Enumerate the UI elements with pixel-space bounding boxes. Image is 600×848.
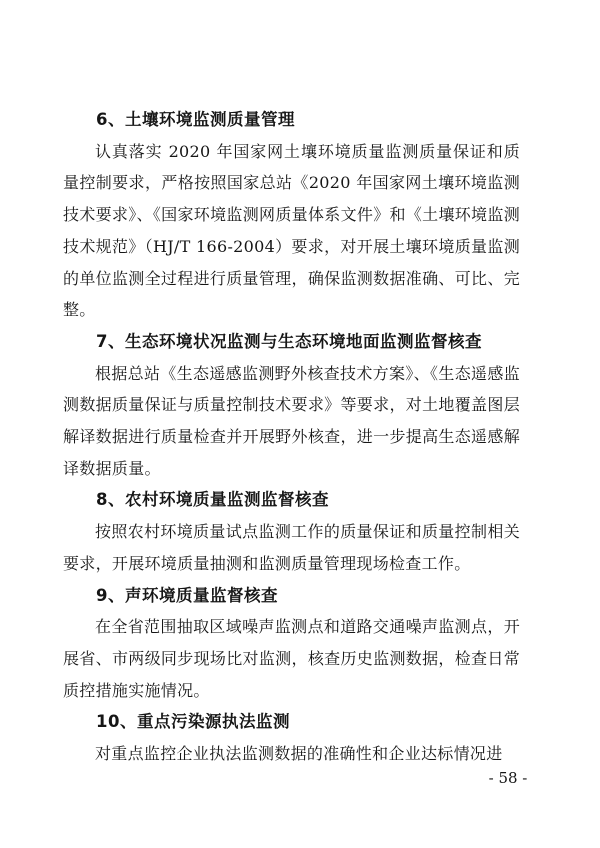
document-body: [63, 104, 520, 770]
page-number: - 58 -: [488, 769, 528, 787]
section-rural-environment: [63, 484, 520, 579]
section-noise-environment: [63, 580, 520, 707]
section-paragraph: 按照农村环境质量试点监测工作的质量保证和质量控制相关要求，开展环境质量抽测和监测质量管理现场检查工作。: [63, 522, 520, 573]
section-paragraph: 根据总站《生态遥感监测野外核查技术方案》、《生态遥感监测数据质量保证与质量控制技术要求》等要求，对土地覆盖图层解译数据进行质量检查并开展野外核查，进一步提高生态遥感解译数据质量。: [63, 363, 520, 478]
section-heading: 10、重点污染源执法监测: [96, 712, 290, 732]
section-paragraph: 对重点监控企业执法监测数据的准确性和企业达标情况进: [95, 744, 503, 764]
section-soil-monitoring: [63, 104, 520, 326]
section-heading: 9、声环境质量监督核查: [96, 585, 278, 605]
section-heading: 6、土壤环境监测质量管理: [96, 110, 295, 129]
section-heading: 7、生态环境状况监测与生态环境地面监测监督核查: [96, 331, 482, 351]
section-paragraph: 认真落实 2020 年国家网土壤环境质量监测质量保证和质量控制要求，严格按照国家总站《2020 年国家网土壤环境监测技术要求》、《国家环境监测网质量体系文件》和《土壤环境监测技术规范》（HJ/T 166-2004）要求，对开展土壤环境质量监测的单位监测全过程进行质量管理，确保监测数据准确、可比、完整。: [63, 141, 520, 320]
section-paragraph: 在全省范围抽取区域噪声监测点和道路交通噪声监测点，开展省、市两级同步现场比对监测，核查历史监测数据，检查日常质控措施实施情况。: [63, 617, 520, 700]
section-heading: 8、农村环境质量监测监督核查: [96, 490, 329, 510]
section-pollution-sources: [63, 706, 520, 769]
section-eco-environment: [63, 326, 520, 485]
